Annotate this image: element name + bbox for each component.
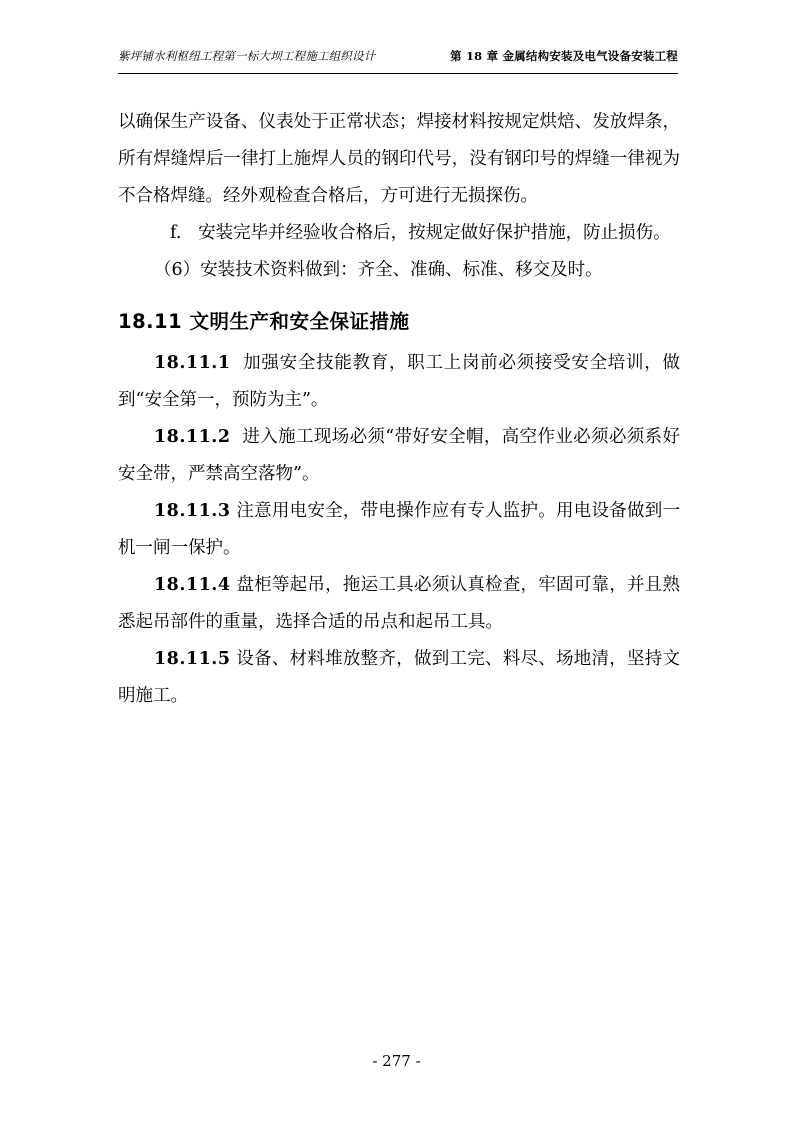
paragraph-3: （6）安装技术资料做到：齐全、准确、标准、移交及时。 xyxy=(154,260,603,280)
header-right-text: 第 18 章 金属结构安装及电气设备安装工程 xyxy=(450,49,678,63)
item-2 xyxy=(118,419,680,493)
item-3 xyxy=(118,493,680,567)
section-heading: 18.11 文明生产和安全保证措施 xyxy=(118,310,410,333)
item-4 xyxy=(118,567,680,641)
item-4-text: 盘柜等起吊，拖运工具必须认真检查，牢固可靠，并且熟悉起吊部件的重量，选择合适的吊点和起吊工具。 xyxy=(118,575,680,632)
item-1 xyxy=(118,345,680,419)
item-1-text: 加强安全技能教育，职工上岗前必须接受安全培训，做到“安全第一，预防为主”。 xyxy=(118,353,680,410)
paragraph-2 xyxy=(118,215,680,252)
item-5 xyxy=(118,641,680,715)
page-footer xyxy=(0,1052,793,1070)
header-left-text: 紫坪铺水利枢纽工程第一标大坝工程施工组织设计 xyxy=(118,49,376,63)
paragraph-2-text: 安装完毕并经验收合格后，按规定做好保护措施，防止损伤。 xyxy=(198,223,671,243)
item-5-text: 设备、材料堆放整齐，做到工完、料尽、场地清，坚持文明施工。 xyxy=(118,649,680,706)
item-4-label: 18.11.4 xyxy=(154,575,231,595)
page-number: - 277 - xyxy=(372,1052,421,1070)
item-1-label: 18.11.1 xyxy=(154,353,231,373)
paragraph-2-label: f. xyxy=(170,223,182,243)
document-body xyxy=(118,104,680,715)
header-divider xyxy=(118,73,678,74)
item-2-text: 进入施工现场必须“带好安全帽，高空作业必须必须系好安全带，严禁高空落物”。 xyxy=(118,427,680,484)
item-5-label: 18.11.5 xyxy=(154,649,231,669)
page-header xyxy=(118,48,678,64)
item-2-label: 18.11.2 xyxy=(154,427,231,447)
paragraph-1: 以确保生产设备、仪表处于正常状态；焊接材料按规定烘焙、发放焊条，所有焊缝焊后一律打上施焊人员的钢印代号，没有钢印号的焊缝一律视为不合格焊缝。经外观检查合格后，方可进行无损探伤。 xyxy=(118,112,680,206)
item-3-label: 18.11.3 xyxy=(154,501,231,521)
item-3-text: 注意用电安全，带电操作应有专人监护。用电设备做到一机一闸一保护。 xyxy=(118,501,680,558)
